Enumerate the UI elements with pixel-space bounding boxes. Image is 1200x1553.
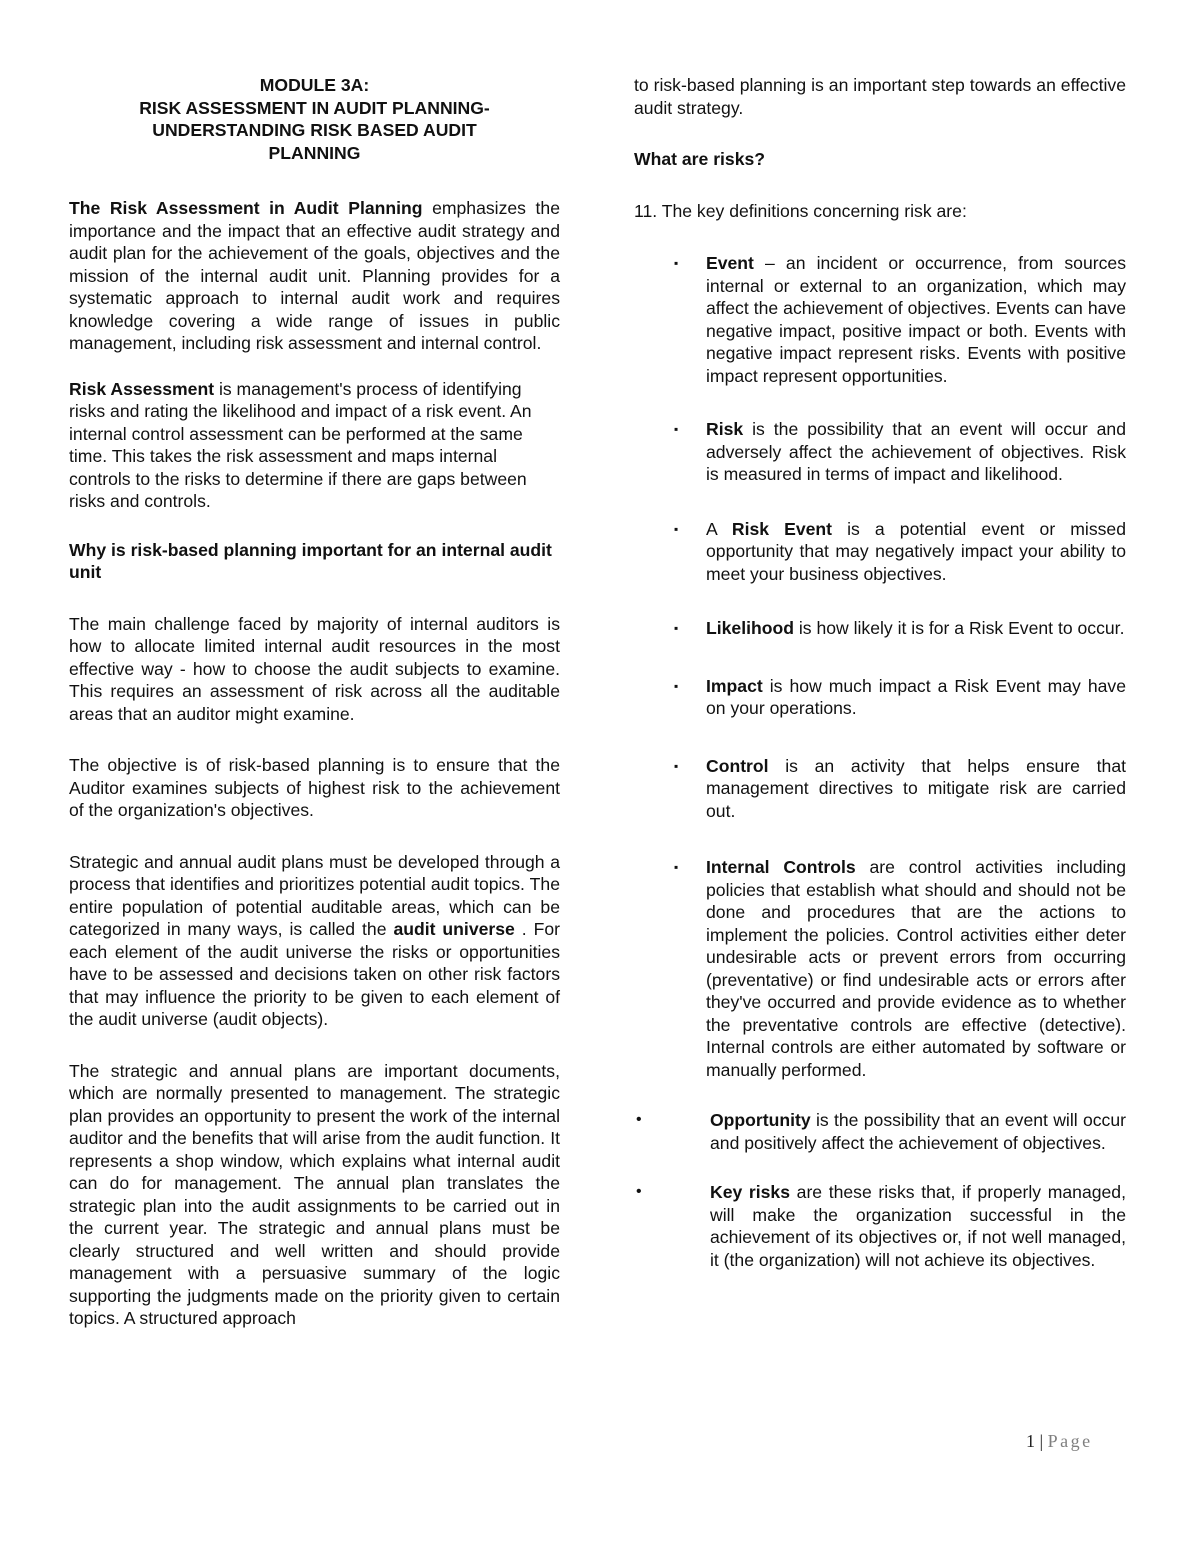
square-bullet-icon: ▪: [674, 678, 679, 693]
definition-prefix: A: [706, 518, 732, 539]
definition-text: are these risks that, if properly managed, will make the organization successful in the achievement of its objectives or, if not well managed, it (the organization) will not achieve its objectives.: [710, 1182, 1126, 1270]
continued-paragraph: to risk-based planning is an important step towards an effective audit strategy.: [634, 75, 1126, 118]
definition-text: is how much impact a Risk Event may have on your operations.: [706, 675, 1126, 718]
definitions-intro: 11. The key definitions concerning risk are:: [634, 200, 967, 221]
square-bullet-icon: ▪: [674, 422, 679, 436]
definition-item-likelihood: [634, 617, 1126, 640]
definition-term: Impact: [706, 675, 763, 696]
definition-text: is how likely it is for a Risk Event to occur.: [793, 618, 1125, 638]
definition-term: Opportunity: [710, 1110, 811, 1130]
intro-paragraph: [69, 197, 560, 355]
definition-term: Risk Event: [731, 518, 833, 539]
definition-term: Internal Controls: [706, 857, 856, 877]
risk-assessment-paragraph: [69, 378, 560, 513]
definition-item-internal-controls: [634, 856, 1126, 1081]
footer-separator: |: [1039, 1431, 1044, 1451]
annual-plans-paragraph: The strategic and annual plans are important documents, which are normally presented to management. The strategic plan provides an opportunity to present the work of the internal auditor and the benefits that will arise from the audit function. It represents a shop window, which explains what internal audit can do for management. The annual plan translates the strategic plan into the audit assignments to be carried out in the current year. The strategic and annual plans must be clearly structured and well written and should provide management with a persuasive summary of the logic supporting the judgments made on the priority given to certain topics. A structured approach: [69, 1060, 560, 1328]
round-bullet-icon: •: [636, 1111, 642, 1128]
definition-text: is the possibility that an event will occur and positively affect the achievement of objectives.: [710, 1110, 1126, 1153]
strategic-plans-paragraph: [69, 851, 560, 1031]
definition-text: is a potential event or missed opportunity that may negatively impact your ability to meet your business objectives.: [706, 518, 1126, 584]
risk-assessment-term: Risk Assessment: [69, 378, 215, 399]
page-number: 1: [1026, 1431, 1036, 1451]
definition-term: Risk: [706, 419, 744, 439]
definition-text: are control activities including policies that establish what should and should not be done and procedures that are the actions to implement the policies. Control activities either deter undesirable acts or prevent errors from occurring (preventative) or find undesirable acts or errors after they've occurred and provide evidence as to whether the preventative controls are effective (detective). Internal controls are either automated by software or manually performed.: [706, 857, 1126, 1080]
why-heading-text: Why is risk-based planning important for an internal audit unit: [69, 539, 552, 582]
title-line-4: PLANNING: [268, 142, 361, 163]
title-line-1: MODULE 3A:: [259, 75, 370, 95]
definition-item-control: [634, 755, 1126, 823]
right-column: [634, 74, 1126, 1271]
definition-item-opportunity: [634, 1109, 1126, 1154]
challenge-paragraph: The main challenge faced by majority of internal auditors is how to allocate limited internal audit resources in the most effective way - how to choose the audit subjects to examine. This requires an assessment of risk across all the auditable areas that an auditor might examine.: [69, 613, 560, 724]
definition-text: – an incident or occurrence, from sources internal or external to an organization, which may affect the achievement of objectives. Events can have negative impact, positive impact or both. Events with negative impact represent risks. Events with positive impact represent opportunities.: [706, 253, 1126, 386]
why-heading: [69, 539, 560, 584]
what-are-risks-heading: [634, 148, 1126, 171]
audit-universe-term: audit universe: [393, 919, 515, 939]
definition-item-impact: [634, 675, 1126, 720]
strategic-text-a: Strategic and annual audit plans must be developed through a process that identifies and prioritizes potential audit topics. The entire population of potential auditable areas, which can be categorized in many ways, is called the: [69, 851, 560, 939]
definition-item-risk: [634, 418, 1126, 486]
what-are-risks-text: What are risks?: [634, 149, 766, 169]
definition-term: Event: [706, 253, 754, 273]
definition-item-risk-event: [634, 518, 1126, 586]
square-bullet-icon: ▪: [674, 758, 679, 773]
module-title: [69, 74, 560, 164]
round-bullet-icon: •: [636, 1183, 642, 1200]
definition-item-key-risks: [634, 1181, 1126, 1271]
definition-text: is an activity that helps ensure that management directives to mitigate risk are carried out.: [706, 755, 1126, 821]
risk-assessment-text: is management's process of identifying risks and rating the likelihood and impact of a risk event. An internal control assessment can be performed at the same time. This takes the risk assessment and maps internal controls to the risks to determine if there are gaps between risks and controls.: [69, 378, 532, 511]
square-bullet-icon: ▪: [674, 521, 679, 536]
definition-item-event: [634, 252, 1126, 387]
definition-term: Key risks: [710, 1182, 791, 1202]
objective-paragraph: The objective is of risk-based planning is to ensure that the Auditor examines subjects of highest risk to the achievement of the organization's objectives.: [69, 755, 560, 820]
definition-text: is the possibility that an event will occur and adversely affect the achievement of objectives. Risk is measured in terms of impact and likelihood.: [706, 419, 1126, 484]
square-bullet-icon: ▪: [674, 621, 679, 635]
definition-term: Likelihood: [706, 618, 794, 638]
page-label: Page: [1047, 1431, 1093, 1451]
square-bullet-icon: ▪: [674, 256, 679, 270]
title-line-3: UNDERSTANDING RISK BASED AUDIT: [152, 120, 477, 140]
page-footer: [1026, 1430, 1093, 1453]
title-line-2: RISK ASSESSMENT IN AUDIT PLANNING-: [139, 97, 490, 118]
strategic-text-b: . For each element of the audit universe the risks or opportunities have to be assessed and decisions taken on other risk factors that may influence the priority to be given to each element of the audit universe (audit objects).: [69, 919, 560, 1029]
definitions-list: [634, 252, 1126, 1271]
definition-term: Control: [706, 755, 769, 776]
left-column: [69, 74, 560, 1330]
intro-text: emphasizes the importance and the impact that an effective audit strategy and audit plan for the achievement of the goals, objectives and the mission of the internal audit unit. Planning provides for a systematic approach to internal audit work and requires knowledge covering a wide range of issues in public management, including risk assessment and internal control.: [69, 198, 560, 353]
intro-bold-term: The Risk Assessment in Audit Planning: [69, 198, 423, 218]
square-bullet-icon: ▪: [674, 860, 679, 874]
